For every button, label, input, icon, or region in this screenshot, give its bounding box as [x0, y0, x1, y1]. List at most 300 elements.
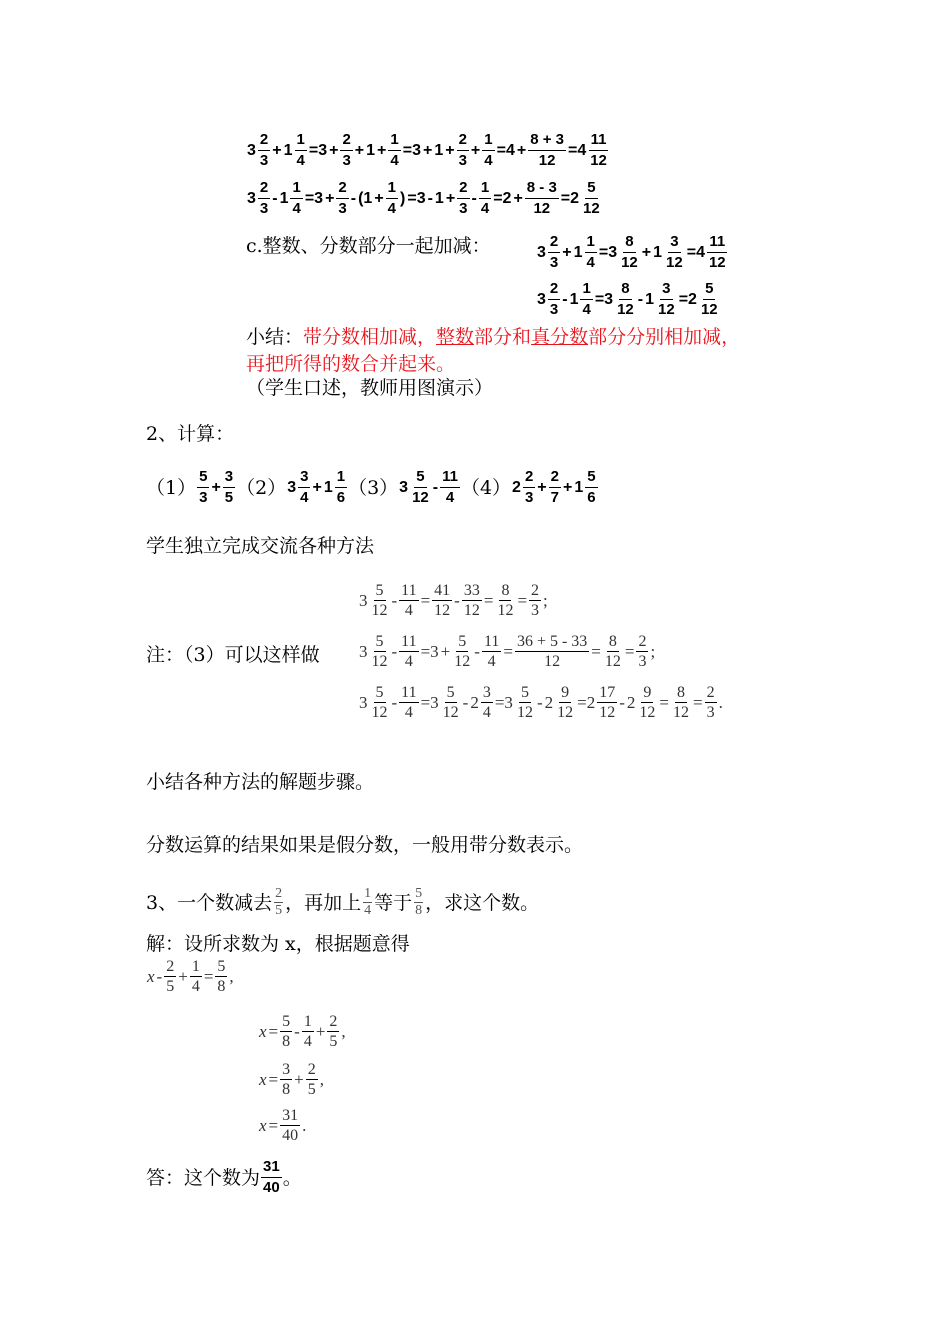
denominator: 4 [487, 653, 496, 670]
denominator: 12 [590, 152, 607, 169]
fraction [482, 632, 501, 671]
summary-red-text: 部分分别相加减， [588, 326, 741, 348]
math-token: x [259, 1069, 267, 1089]
math-token: =3 [304, 189, 324, 207]
denominator: 6 [336, 489, 346, 506]
math-token: 1 [434, 189, 444, 207]
fraction [555, 683, 575, 722]
denominator: 4 [445, 489, 455, 506]
summary-red-text: 部分和 [474, 326, 532, 348]
math-token: 2 [544, 692, 554, 712]
numerator: 2 [548, 232, 560, 253]
denominator: 4 [387, 200, 397, 217]
solution-method-1 [358, 581, 549, 620]
math-token: 1 [653, 243, 663, 261]
fraction [399, 581, 418, 620]
fraction [452, 632, 472, 671]
math-token: =4 [686, 243, 705, 261]
math-token: - [562, 290, 568, 308]
fraction [548, 232, 560, 273]
fraction [699, 279, 720, 320]
fraction [481, 683, 493, 722]
math-token: 3 [399, 478, 409, 496]
inline-fraction [274, 886, 283, 919]
denominator: 6 [587, 489, 596, 506]
numerator: 3 [660, 279, 672, 300]
numerator: 11 [401, 582, 417, 599]
denominator: 4 [404, 602, 413, 619]
math-token: - [294, 1021, 300, 1041]
numerator: 2 [523, 467, 535, 488]
math-token: 1 [366, 141, 376, 159]
denominator: 4 [390, 152, 399, 169]
denominator: 4 [480, 200, 490, 217]
problem-4-expression [511, 467, 599, 508]
math-token: 3 [537, 243, 546, 261]
numerator: 3 [223, 467, 235, 488]
solution-method-2 [358, 632, 656, 671]
denominator: 4 [582, 301, 591, 318]
summary-line-2: 再把所得的数合并起来。 [246, 353, 456, 375]
math-expression [358, 632, 656, 671]
fraction [482, 130, 494, 171]
math-token: + [377, 141, 387, 159]
fraction [495, 581, 515, 620]
math-token: 3 [537, 290, 546, 308]
denominator: 12 [544, 653, 561, 670]
problem-2-label: （2） [236, 476, 287, 499]
numerator: 1 [191, 958, 200, 975]
equation-step-3 [258, 1106, 307, 1145]
math-token: - [474, 641, 480, 661]
math-token: 2 [470, 692, 479, 712]
math-token: = [268, 1115, 279, 1135]
math-token: + [440, 641, 451, 661]
math-token: + [294, 1069, 304, 1089]
math-token: =3 [594, 290, 614, 308]
numerator: 1 [386, 178, 398, 199]
numerator: 31 [282, 1107, 299, 1124]
numerator: 5 [414, 467, 426, 488]
denominator: 4 [482, 704, 491, 721]
math-token: ; [650, 641, 656, 661]
math-token: , [341, 1021, 346, 1041]
math-expression [536, 232, 729, 273]
numerator: 2 [307, 1061, 316, 1078]
fraction [223, 467, 235, 508]
numerator: 1 [585, 232, 597, 253]
numerator: 5 [197, 467, 209, 488]
math-token: = [591, 641, 601, 661]
fraction [370, 683, 390, 722]
numerator: 2 [548, 279, 560, 300]
math-token: + [470, 141, 481, 159]
fraction [290, 178, 302, 219]
math-token: =4 [496, 141, 515, 159]
fraction [707, 232, 728, 273]
math-expression [358, 581, 549, 620]
math-token: , [319, 1069, 324, 1089]
problem-3-label: （3） [348, 476, 399, 499]
fraction [457, 178, 469, 219]
numerator: 5 [446, 684, 455, 701]
fraction [580, 279, 592, 320]
fraction [261, 1157, 282, 1198]
equation-step-2 [258, 1060, 325, 1099]
math-token: + [537, 478, 547, 496]
denominator: 3 [459, 200, 468, 217]
fraction [386, 178, 398, 219]
math-token: 1 [645, 290, 654, 308]
fraction [588, 130, 609, 171]
denominator: 40 [282, 1127, 299, 1144]
denominator: 12 [639, 704, 656, 721]
fraction [399, 683, 418, 722]
math-token: 2 [626, 692, 636, 712]
math-token: + [445, 189, 456, 207]
numerator: 3 [298, 467, 310, 488]
fraction [335, 467, 347, 508]
fraction [399, 632, 418, 671]
summary-red-text: 带分数相加减， [303, 326, 437, 348]
math-token: 1 [574, 478, 584, 496]
numerator: 11 [401, 633, 417, 650]
solution-intro: 解：设所求数为 x，根据题意得 [146, 933, 410, 955]
fraction [548, 279, 560, 320]
fraction [388, 130, 400, 171]
denominator: 4 [292, 200, 301, 217]
fraction [597, 683, 617, 722]
math-token: - [637, 290, 644, 308]
math-token: 3 [247, 189, 256, 207]
fraction [280, 1012, 292, 1051]
numerator: 2 [258, 178, 270, 199]
math-token: (1 [358, 189, 373, 207]
denominator: 4 [404, 653, 413, 670]
denominator: 3 [458, 152, 467, 169]
denominator: 12 [708, 254, 726, 271]
summary-2: 小结各种方法的解题步骤。 [146, 771, 375, 793]
denominator: 4 [404, 704, 413, 721]
math-expression [246, 130, 610, 171]
math-token: - [391, 641, 398, 661]
denominator: 12 [658, 301, 675, 318]
fraction [462, 581, 482, 620]
numerator: 5 [217, 958, 226, 975]
numerator: 5 [375, 633, 384, 650]
math-expression [536, 279, 721, 320]
denominator: 12 [672, 704, 689, 721]
fraction [457, 130, 469, 171]
fraction [215, 957, 227, 996]
denominator: 3 [706, 704, 715, 721]
numerator: 8 [676, 684, 685, 701]
fraction [525, 178, 559, 219]
denominator: 3 [549, 254, 559, 271]
fraction [302, 1012, 314, 1051]
fraction [615, 279, 636, 320]
fraction [258, 130, 270, 171]
math-token: + [513, 189, 523, 207]
math-token: - [536, 692, 543, 712]
numerator: 5 [585, 178, 597, 199]
math-expression [258, 1106, 307, 1145]
numerator: 5 [520, 684, 529, 701]
fraction [656, 279, 677, 320]
math-token: - [462, 692, 469, 712]
fraction [479, 178, 491, 219]
numerator: 9 [561, 684, 570, 701]
numerator: 2 [275, 886, 283, 901]
denominator: 5 [166, 978, 175, 995]
fraction [528, 130, 566, 171]
math-token: + [329, 141, 339, 159]
math-token: = [692, 692, 703, 712]
inline-fraction [363, 886, 372, 919]
answer-suffix: 。 [282, 1166, 302, 1189]
fraction [432, 581, 452, 620]
demo-note: （学生口述，教师用图演示） [246, 377, 494, 399]
numerator: 1 [364, 886, 372, 901]
math-token: + [354, 141, 365, 159]
math-token: 1 [573, 243, 583, 261]
numerator: 8 [608, 633, 617, 650]
math-token: ) [400, 189, 406, 207]
math-token: + [422, 141, 433, 159]
equation-step-0 [146, 957, 235, 996]
denominator: 3 [531, 602, 540, 619]
fraction [164, 957, 176, 996]
students-text: 学生独立完成交流各种方法 [146, 535, 375, 557]
fraction [280, 1106, 300, 1145]
denominator: 4 [303, 1033, 312, 1050]
math-token: - [156, 966, 163, 986]
denominator: 8 [282, 1033, 291, 1050]
math-token: + [445, 141, 455, 159]
denominator: 7 [550, 489, 559, 506]
problem-1-expression [196, 467, 236, 508]
fraction [306, 1060, 318, 1099]
math-token: + [315, 1021, 326, 1041]
math-token: =2 [493, 189, 512, 207]
denominator: 12 [666, 254, 683, 271]
math-token: =2 [678, 290, 697, 308]
numerator: 1 [335, 467, 347, 488]
math-token: = [420, 590, 431, 610]
math-token: = [483, 590, 494, 610]
numerator: 41 [434, 582, 451, 599]
math-token: 1 [279, 189, 289, 207]
rule-text: 分数运算的结果如果是假分数，一般用带分数表示。 [146, 834, 584, 856]
math-token: - [619, 692, 625, 712]
question-text: ，再加上 [285, 891, 362, 914]
numerator: 11 [440, 467, 460, 488]
numerator: 2 [166, 958, 175, 975]
numerator: 8 + 3 [528, 130, 566, 151]
denominator: 5 [224, 489, 234, 506]
fraction [295, 130, 307, 171]
summary-underlined-integer: 整数 [436, 326, 475, 348]
solution-method-3 [358, 683, 724, 722]
denominator: 12 [463, 602, 480, 619]
fraction [664, 232, 685, 273]
numerator: 31 [261, 1157, 282, 1178]
fraction [327, 1012, 339, 1051]
denominator: 5 [275, 903, 283, 918]
math-token: - [454, 590, 460, 610]
fraction [515, 683, 535, 722]
math-token: x [147, 966, 155, 986]
fraction [705, 683, 717, 722]
problem-2-expression [286, 467, 348, 508]
numerator: 1 [388, 130, 400, 151]
numerator: 8 - 3 [525, 178, 559, 199]
math-token: 3 [287, 478, 297, 496]
denominator: 12 [604, 653, 621, 670]
numerator: 5 [415, 886, 423, 901]
math-token: = [517, 590, 528, 610]
math-token: =3 [420, 692, 439, 712]
question-3 [146, 886, 539, 919]
math-token: - [272, 189, 278, 207]
denominator: 12 [621, 254, 638, 271]
denominator: 12 [454, 653, 471, 670]
numerator: 2 [549, 467, 561, 488]
denominator: 8 [415, 903, 423, 918]
numerator: 8 [501, 582, 510, 599]
math-token: = [268, 1069, 279, 1089]
numerator: 2 [329, 1013, 338, 1030]
numerator: 9 [643, 684, 652, 701]
numerator: 33 [463, 582, 480, 599]
math-token: + [641, 243, 652, 261]
numerator: 1 [290, 178, 302, 199]
denominator: 3 [338, 200, 347, 217]
numerator: 2 [638, 633, 647, 650]
math-token: =3 [420, 641, 439, 661]
math-token: . [718, 692, 723, 712]
denominator: 8 [217, 978, 226, 995]
inline-fraction [414, 886, 423, 919]
math-token: =3 [494, 692, 513, 712]
numerator: 11 [401, 684, 417, 701]
fraction [603, 632, 623, 671]
fraction [549, 467, 561, 508]
math-token: 2 [512, 478, 521, 496]
fraction [585, 232, 597, 273]
denominator: 12 [557, 704, 574, 721]
answer [146, 1157, 302, 1198]
math-expression [246, 178, 603, 219]
method-c-label: c.整数、分数部分一起加减： [246, 235, 491, 257]
numerator: 8 [619, 279, 631, 300]
numerator: 11 [707, 232, 727, 253]
denominator: 12 [700, 301, 718, 318]
math-token: - [391, 692, 398, 712]
denominator: 8 [282, 1081, 291, 1098]
denominator: 12 [497, 602, 514, 619]
denominator: 4 [300, 489, 309, 506]
math-token: 3 [359, 692, 368, 712]
numerator: 1 [295, 130, 307, 151]
numerator: 2 [336, 178, 348, 199]
numerator: 5 [458, 633, 467, 650]
math-token: + [312, 478, 322, 496]
numerator: 2 [340, 130, 352, 151]
numerator: 2 [531, 582, 540, 599]
math-token: + [325, 189, 335, 207]
denominator: 12 [371, 704, 388, 721]
fraction [336, 178, 348, 219]
numerator: 1 [482, 130, 494, 151]
fraction [197, 467, 209, 508]
math-token: =3 [308, 141, 328, 159]
denominator: 12 [538, 152, 556, 169]
summary-line-1 [246, 323, 740, 351]
math-token: =3 [598, 243, 618, 261]
question-text: ，求这个数。 [425, 891, 540, 914]
math-token: - [471, 189, 477, 207]
math-token: x [259, 1021, 267, 1041]
math-token: - [432, 478, 439, 496]
numerator: 5 [585, 467, 597, 488]
fraction [441, 683, 461, 722]
numerator: 2 [706, 684, 715, 701]
answer-fraction [260, 1157, 283, 1198]
math-token: 3 [359, 641, 368, 661]
problem-1-label: （1） [146, 476, 197, 499]
math-token: = [203, 966, 214, 986]
numerator: 2 [457, 130, 469, 151]
math-token: =4 [567, 141, 587, 159]
numerator: 5 [375, 582, 384, 599]
math-token: 3 [359, 590, 368, 610]
math-token: + [211, 478, 221, 496]
math-token: =3 [402, 141, 421, 159]
fraction [529, 581, 541, 620]
math-token: + [562, 478, 573, 496]
denominator: 12 [583, 200, 600, 217]
fraction [671, 683, 691, 722]
math-token: =2 [577, 692, 596, 712]
math-token: = [268, 1021, 279, 1041]
numerator: 5 [375, 684, 384, 701]
math-token: ; [543, 590, 548, 610]
math-token: x [259, 1115, 267, 1135]
fraction [440, 467, 460, 508]
denominator: 12 [599, 704, 616, 721]
note-label: 注：（3）可以这样做 [146, 644, 320, 666]
denominator: 5 [307, 1081, 316, 1098]
math-token: - [391, 590, 398, 610]
problem-4-label: （4） [460, 476, 512, 499]
fraction [515, 632, 589, 671]
numerator: 2 [258, 130, 270, 151]
math-expression [358, 683, 724, 722]
method-c-add [536, 232, 729, 273]
fraction [258, 178, 270, 219]
problem-3-expression [398, 467, 461, 508]
fraction [581, 178, 602, 219]
denominator: 12 [442, 704, 459, 721]
denominator: 4 [484, 152, 493, 169]
denominator: 12 [434, 602, 451, 619]
denominator: 12 [533, 200, 551, 217]
math-expression [146, 957, 235, 996]
numerator: 3 [482, 684, 491, 701]
denominator: 3 [638, 653, 647, 670]
denominator: 4 [364, 903, 372, 918]
